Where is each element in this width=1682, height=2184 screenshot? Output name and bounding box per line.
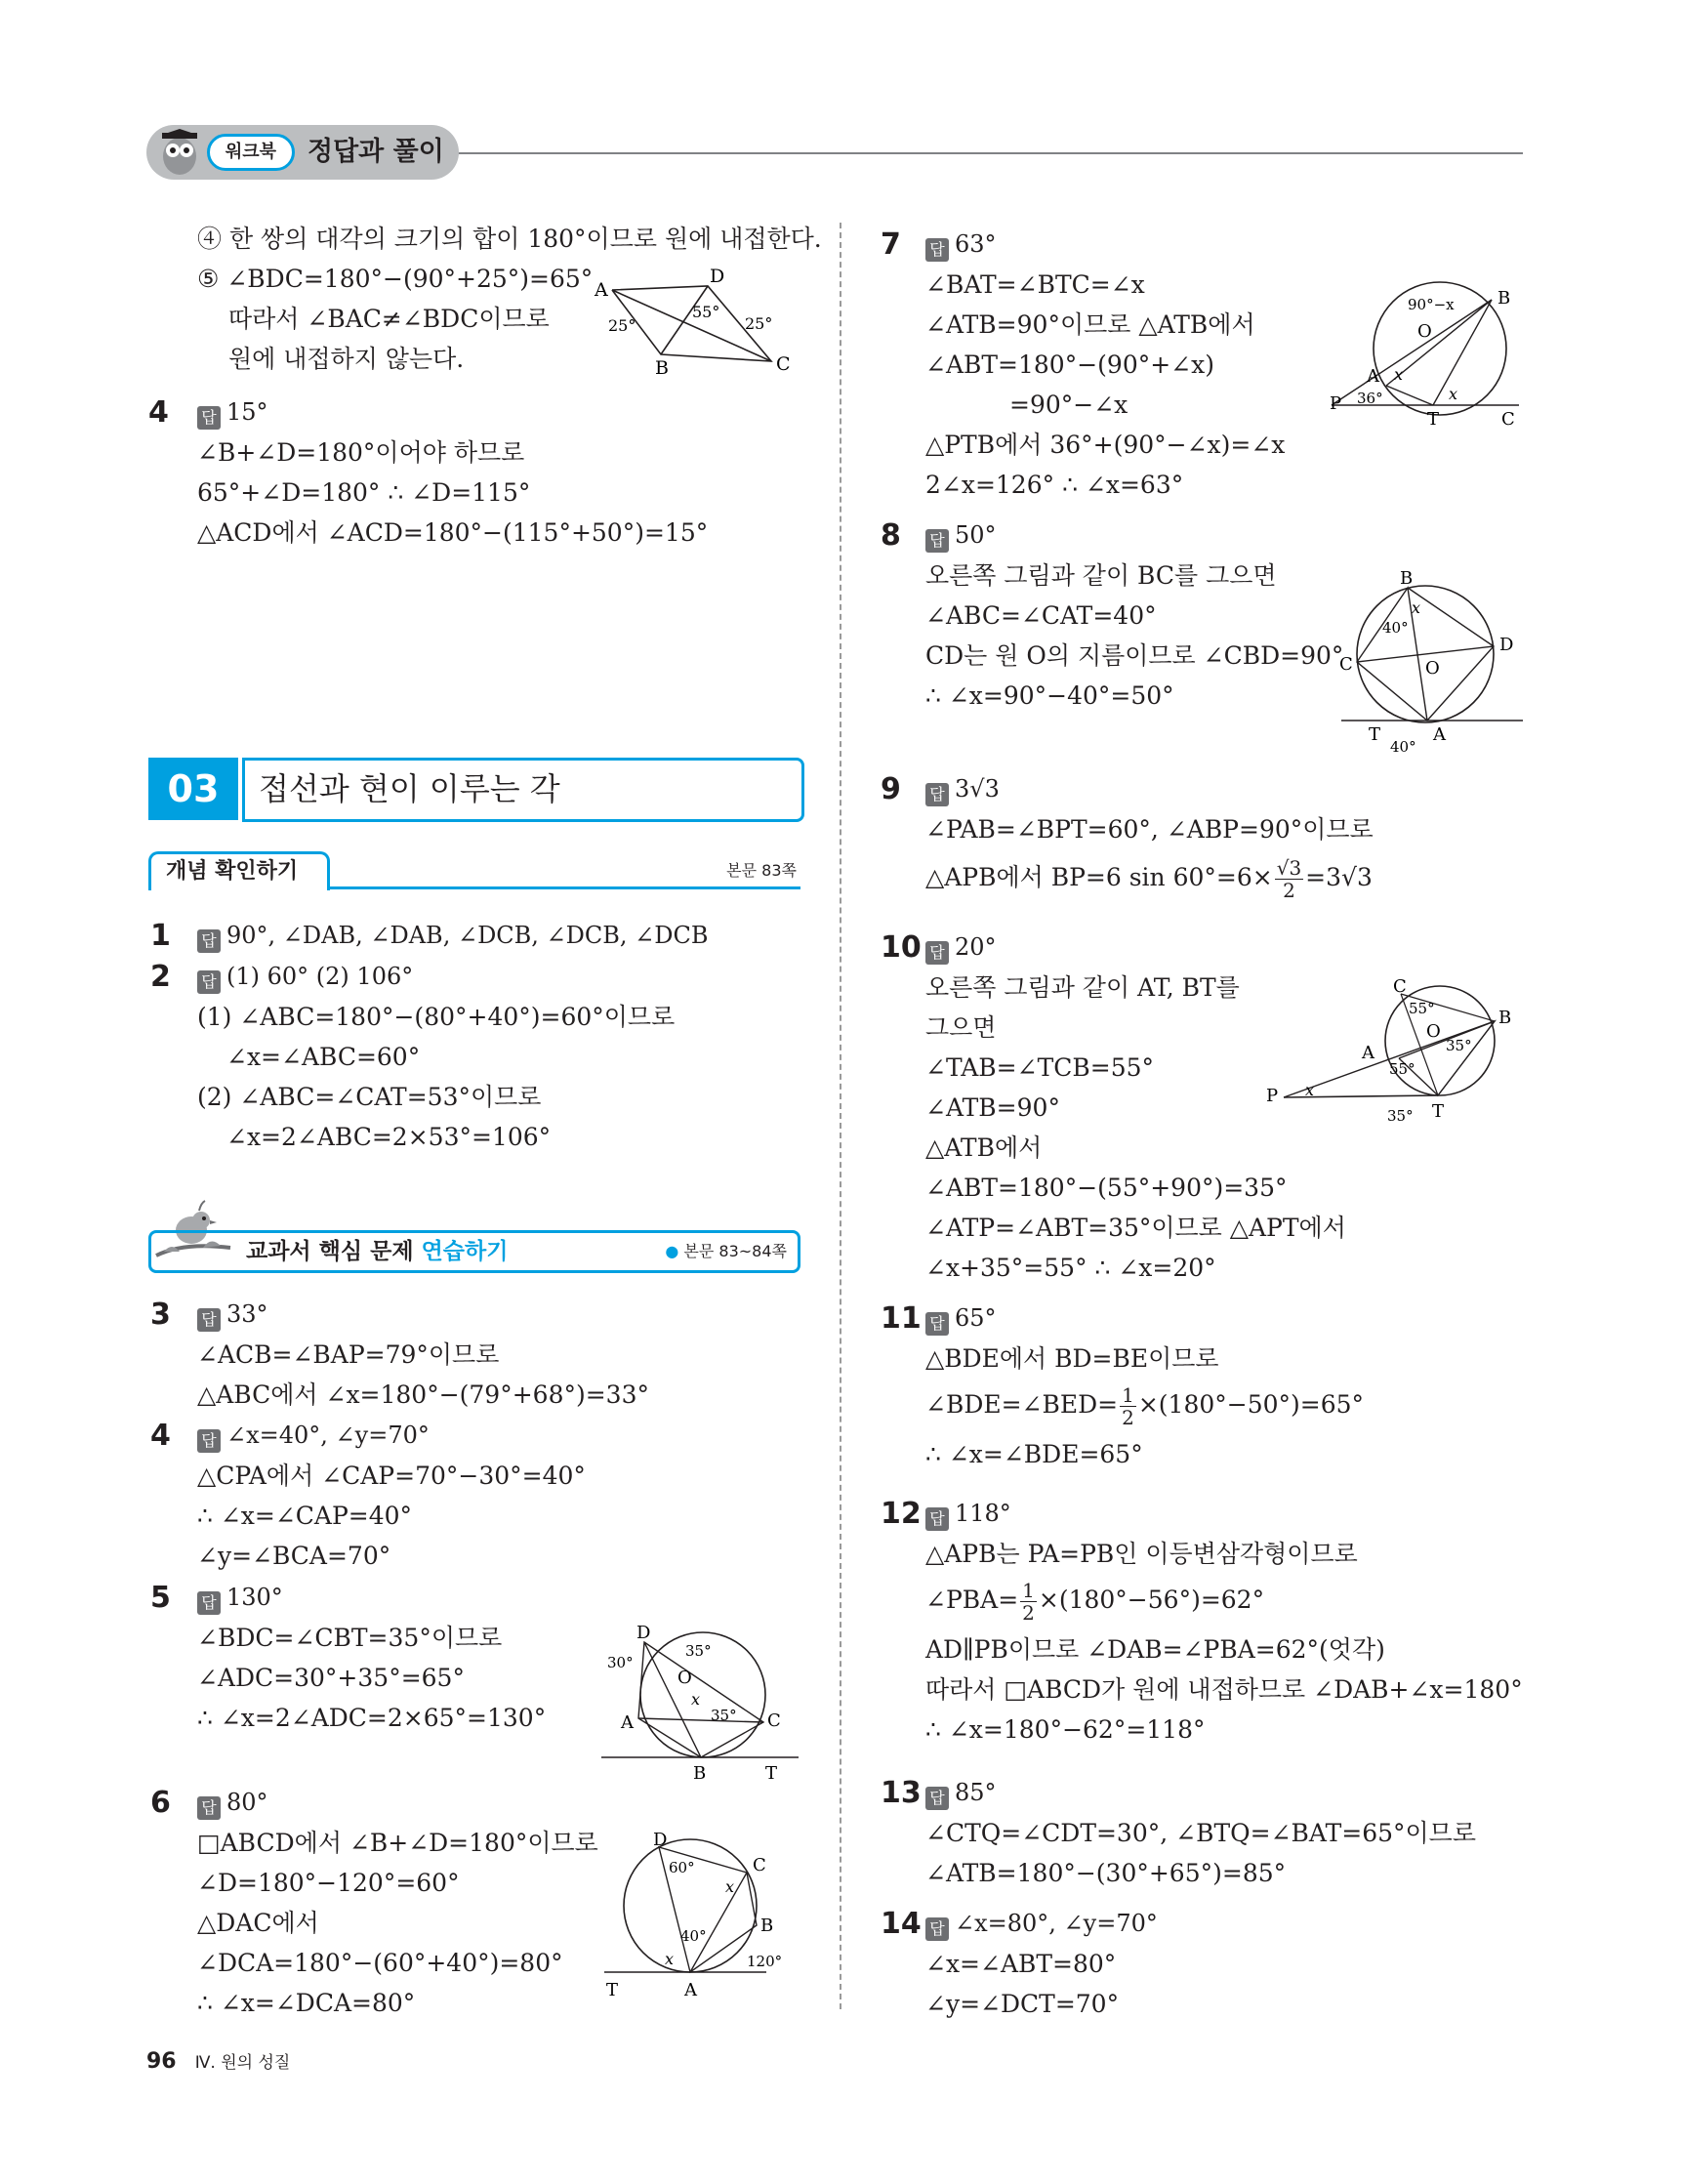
- figure-q7: [1328, 278, 1523, 434]
- question-block: [925, 1494, 1523, 1750]
- question-number: 7: [881, 227, 901, 262]
- owl-icon: [154, 127, 205, 178]
- answer-value: 85°: [955, 1779, 997, 1806]
- answer-value: 130°: [226, 1584, 283, 1611]
- question-block: [197, 1578, 546, 1738]
- question-number: 6: [150, 1786, 171, 1820]
- practice-label-a: 교과서: [246, 1239, 319, 1264]
- question-number: 13: [881, 1776, 922, 1810]
- text-line: ∴ ∠x=∠CAP=40°: [197, 1502, 413, 1530]
- text-line: 65°+∠D=180° ∴ ∠D=115°: [197, 478, 531, 507]
- fig-label: A: [1367, 366, 1379, 387]
- fig-label: O: [677, 1668, 692, 1688]
- answer-mark: 답: [197, 929, 221, 953]
- fig-label: 55°: [1389, 1060, 1415, 1078]
- fig-label: B: [760, 1916, 774, 1936]
- question-number: 9: [881, 772, 901, 806]
- text-line: 따라서 □ABCD가 원에 내접하므로 ∠DAB+∠x=180°: [925, 1675, 1523, 1704]
- question-block: [197, 1783, 598, 2023]
- figure-q5: [597, 1621, 802, 1782]
- fig-label: D: [636, 1623, 651, 1643]
- answer-value: ∠x=80°, ∠y=70°: [955, 1910, 1158, 1937]
- fig-label: 40°: [1390, 738, 1416, 754]
- fig-label: 60°: [669, 1859, 695, 1876]
- fig-label: 90°−x: [1408, 296, 1455, 313]
- text-segment: =3√3: [1305, 863, 1373, 891]
- header-title: 정답과 풀이: [308, 137, 444, 167]
- question-block: [925, 1773, 1476, 1893]
- answer-line: [925, 515, 1343, 556]
- answer-value: 80°: [226, 1789, 268, 1816]
- fraction: [1275, 857, 1303, 901]
- fig-label: A: [684, 1980, 697, 2000]
- fig-label: x: [1449, 385, 1458, 403]
- fig-label: 36°: [1357, 390, 1383, 407]
- text-line: △ABC에서 ∠x=180°−(79°+68°)=33°: [197, 1380, 649, 1409]
- question-number: 11: [881, 1301, 922, 1336]
- fraction-numerator: 1: [1022, 1579, 1035, 1602]
- concept-label: 개념 확인하기: [166, 859, 299, 884]
- text-line: ∠y=∠BCA=70°: [197, 1542, 391, 1570]
- chapter-title: Ⅳ. 원의 성질: [194, 2053, 291, 2073]
- concept-rule: [330, 886, 800, 889]
- practice-ref: [665, 1238, 787, 1265]
- fig-label: T: [1427, 409, 1440, 430]
- text-line: ∠PAB=∠BPT=60°, ∠ABP=90°이므로: [925, 815, 1374, 844]
- text-line: ∠ABT=180°−(90°+∠x): [925, 350, 1214, 379]
- fig-label: C: [776, 353, 791, 375]
- footer: [146, 2048, 290, 2074]
- text-segment: ∠PBA=: [925, 1586, 1019, 1614]
- text-line: ∴ ∠x=2∠ADC=2×65°=130°: [197, 1704, 547, 1732]
- text-line: ∴ ∠x=90°−40°=50°: [925, 681, 1174, 710]
- answer-mark: 답: [925, 238, 949, 262]
- section-title-box: [242, 758, 804, 822]
- answer-value: 65°: [955, 1304, 997, 1332]
- fig-label: A: [1433, 724, 1446, 745]
- fig-label: A: [595, 279, 608, 301]
- question-block: [197, 957, 675, 1157]
- text-line: ∠ACB=∠BAP=79°이므로: [197, 1340, 500, 1369]
- fraction: [1120, 1384, 1136, 1428]
- fig-label: 120°: [747, 1953, 783, 1970]
- text-line: ∠x+35°=55° ∴ ∠x=20°: [925, 1254, 1216, 1282]
- question-number: 2: [150, 960, 171, 994]
- text-line: ∠ATB=180°−(30°+65°)=85°: [925, 1859, 1287, 1887]
- question-number: 4: [148, 395, 169, 430]
- answer-value: 90°, ∠DAB, ∠DAB, ∠DCB, ∠DCB, ∠DCB: [226, 922, 709, 949]
- question-block: [925, 515, 1343, 716]
- text-segment: △APB에서 BP=6 sin 60°=6×: [925, 863, 1273, 891]
- fraction-numerator: 1: [1122, 1383, 1134, 1407]
- answer-mark: 답: [197, 1591, 221, 1615]
- fig-label: 40°: [680, 1927, 707, 1945]
- question-number: 1: [150, 919, 171, 953]
- fig-label: P: [1266, 1086, 1279, 1106]
- fig-label: C: [753, 1855, 766, 1875]
- question-block: [925, 1298, 1364, 1474]
- fraction-numerator: √3: [1276, 856, 1302, 880]
- figure-q10: [1264, 974, 1523, 1131]
- answer-mark: 답: [925, 1917, 949, 1941]
- fig-label: C: [767, 1710, 781, 1731]
- section-number: 03: [148, 758, 238, 820]
- fig-label: x: [1412, 598, 1421, 617]
- answer-line: [925, 927, 1346, 968]
- fig-label: T: [765, 1763, 778, 1782]
- header: [146, 125, 1523, 180]
- fig-label: x: [1394, 365, 1404, 384]
- answer-mark: 답: [925, 1787, 949, 1810]
- text-line: ④ 한 쌍의 대각의 크기의 합이 180°이므로 원에 내접한다.: [197, 225, 822, 253]
- answer-line: [197, 1578, 546, 1618]
- answer-mark: 답: [925, 783, 949, 806]
- answer-line: [197, 1295, 649, 1335]
- question-number: 14: [881, 1907, 922, 1941]
- text-line: □ABCD에서 ∠B+∠D=180°이므로: [197, 1829, 598, 1857]
- text-line: 2∠x=126° ∴ ∠x=63°: [925, 471, 1184, 499]
- text-line: 그으면: [925, 1013, 997, 1042]
- text-line: AD∥PB이므로 ∠DAB=∠PBA=62°(엇각): [925, 1635, 1385, 1664]
- text-line: ∠ATB=90°이므로 △ATB에서: [925, 310, 1255, 339]
- fig-label: B: [655, 357, 669, 376]
- text-line: ∴ ∠x=∠DCA=80°: [197, 1989, 416, 2017]
- fig-label: 35°: [1446, 1037, 1472, 1054]
- answer-value: (1) 60° (2) 106°: [226, 963, 414, 990]
- figure-q6: [600, 1828, 796, 2003]
- text-line: CD는 원 O의 지름이므로 ∠CBD=90°: [925, 641, 1344, 670]
- answer-value: 15°: [226, 398, 268, 426]
- header-badge: [207, 134, 295, 171]
- answer-mark: 답: [197, 1429, 221, 1453]
- fig-label: P: [1330, 393, 1342, 414]
- text-line: ∠x=∠ABT=80°: [925, 1950, 1117, 1978]
- answer-value: 118°: [955, 1500, 1011, 1527]
- practice-ref-text: 본문 83~84쪽: [683, 1242, 787, 1260]
- text-line: ∠D=180°−120°=60°: [197, 1869, 460, 1897]
- column-divider: [840, 223, 841, 2009]
- text-line: ∴ ∠x=180°−62°=118°: [925, 1715, 1206, 1744]
- text-line: △APB는 PA=PB인 이등변삼각형이므로: [925, 1540, 1358, 1568]
- fig-label: B: [1498, 1008, 1512, 1028]
- fig-label: 35°: [1387, 1107, 1414, 1125]
- question-number: 3: [150, 1298, 171, 1332]
- text-line: ∠CTQ=∠CDT=30°, ∠BTQ=∠BAT=65°이므로: [925, 1819, 1476, 1847]
- fig-label: D: [710, 268, 725, 287]
- fig-label: B: [1400, 568, 1414, 589]
- answer-value: 63°: [955, 230, 997, 258]
- answer-line: [197, 392, 708, 433]
- answer-line: [197, 1783, 598, 1823]
- answer-value: 3√3: [955, 775, 1000, 803]
- text-line: ∠y=∠DCT=70°: [925, 1990, 1120, 2018]
- section-heading: [148, 758, 800, 820]
- answer-mark: 답: [197, 970, 221, 994]
- question-number: 12: [881, 1497, 922, 1531]
- text-line: ∠ADC=30°+35°=65°: [197, 1664, 465, 1692]
- text-line: ∠BDC=∠CBT=35°이므로: [197, 1624, 503, 1652]
- answer-mark: 답: [925, 1507, 949, 1531]
- text-line: ∠x=2∠ABC=2×53°=106°: [226, 1123, 552, 1151]
- question-block: [925, 769, 1374, 901]
- fig-label: 55°: [692, 303, 720, 321]
- answer-mark: 답: [925, 1312, 949, 1336]
- fig-label: D: [1499, 635, 1514, 655]
- fig-label: 55°: [1409, 1000, 1435, 1017]
- text-line: =90°−∠x: [1009, 391, 1128, 419]
- text-line: 원에 내접하지 않는다.: [228, 345, 465, 373]
- text-segment: ×(180°−50°)=65°: [1137, 1390, 1365, 1419]
- text-segment: ×(180°−56°)=62°: [1038, 1586, 1265, 1614]
- fig-label: O: [1426, 1021, 1441, 1042]
- text-line: △ACD에서 ∠ACD=180°−(115°+50°)=15°: [197, 518, 709, 547]
- fraction-denominator: 2: [1122, 1406, 1134, 1429]
- answer-value: 20°: [955, 933, 997, 961]
- answer-line: [925, 1904, 1158, 1944]
- question-number: 4: [150, 1419, 171, 1453]
- figure-quadrilateral: [591, 268, 796, 376]
- answer-line: [925, 1298, 1364, 1339]
- text-line: ∠ABT=180°−(55°+90°)=35°: [925, 1174, 1288, 1202]
- practice-label-b: 핵심 문제: [318, 1239, 422, 1264]
- answer-mark: 답: [197, 406, 221, 430]
- fig-label: C: [1501, 409, 1515, 430]
- practice-bar: [148, 1220, 800, 1273]
- text-line: △DAC에서: [197, 1909, 319, 1937]
- answer-line: [925, 225, 1285, 265]
- text-line: (1) ∠ABC=180°−(80°+40°)=60°이므로: [197, 1003, 676, 1031]
- page-number: 96: [146, 2049, 177, 2074]
- answer-line: [925, 1773, 1476, 1813]
- fraction-denominator: 2: [1022, 1601, 1035, 1625]
- text-line: ∴ ∠x=∠BDE=65°: [925, 1440, 1143, 1468]
- text-line: [925, 857, 1374, 901]
- answer-line: [925, 1494, 1523, 1534]
- text-line: 오른쪽 그림과 같이 AT, BT를: [925, 973, 1240, 1002]
- practice-label: [246, 1232, 508, 1271]
- text-segment: ∠BDE=∠BED=: [925, 1390, 1119, 1419]
- text-line: ∠B+∠D=180°이어야 하므로: [197, 438, 525, 467]
- text-line: 따라서 ∠BAC≠∠BDC이므로: [228, 305, 550, 333]
- answer-line: [197, 916, 709, 956]
- fig-label: O: [1417, 321, 1432, 342]
- text-line: (2) ∠ABC=∠CAT=53°이므로: [197, 1083, 542, 1111]
- answer-mark: 답: [197, 1308, 221, 1332]
- practice-label-c: 연습하기: [421, 1239, 509, 1264]
- fig-label: B: [693, 1763, 707, 1782]
- fig-label: x: [665, 1950, 675, 1968]
- fig-label: T: [606, 1980, 619, 2000]
- text-line: ∠ATP=∠ABT=35°이므로 △APT에서: [925, 1214, 1346, 1242]
- answer-line: [925, 769, 1374, 809]
- header-rule: [439, 152, 1523, 154]
- text-line: [925, 1384, 1364, 1428]
- answer-line: [197, 1416, 586, 1456]
- figure-q8: [1337, 568, 1528, 754]
- text-line: ∠x=∠ABC=60°: [226, 1043, 421, 1071]
- answer-value: 50°: [955, 521, 997, 549]
- fig-label: 40°: [1382, 619, 1409, 637]
- concept-bar: [148, 851, 800, 892]
- question-block: [925, 225, 1285, 505]
- question-number: 8: [881, 518, 901, 553]
- text-line: △ATB에서: [925, 1133, 1043, 1162]
- fig-label: O: [1425, 658, 1440, 679]
- question-number: 5: [150, 1581, 171, 1615]
- bullet-icon: ●: [665, 1242, 684, 1260]
- fig-label: C: [1393, 976, 1407, 997]
- fig-label: 35°: [685, 1642, 712, 1660]
- text-line: ∠ATB=90°: [925, 1093, 1060, 1122]
- fig-label: 35°: [711, 1707, 737, 1724]
- fig-label: 30°: [607, 1654, 634, 1671]
- text-line: 오른쪽 그림과 같이 BC를 그으면: [925, 561, 1277, 590]
- fig-label: x: [1305, 1081, 1315, 1099]
- fig-label: A: [1362, 1043, 1374, 1063]
- text-line: ∠BAT=∠BTC=∠x: [925, 270, 1145, 299]
- fig-label: 25°: [745, 314, 773, 333]
- text-line: ⑤ ∠BDC=180°−(90°+25°)=65°: [197, 265, 594, 293]
- fraction: [1020, 1580, 1037, 1624]
- text-line: △PTB에서 36°+(90°−∠x)=∠x: [925, 431, 1286, 459]
- fig-label: D: [653, 1830, 668, 1850]
- question-number: 10: [881, 930, 922, 965]
- fraction-denominator: 2: [1283, 879, 1295, 902]
- text-line: [925, 1580, 1523, 1624]
- fig-label: x: [725, 1877, 735, 1896]
- fig-label: 25°: [608, 316, 636, 335]
- fig-label: A: [621, 1712, 634, 1733]
- section-title: 접선과 현이 이루는 각: [259, 770, 560, 807]
- answer-line: [197, 957, 675, 997]
- answer-value: ∠x=40°, ∠y=70°: [226, 1422, 430, 1449]
- question-block: [197, 1295, 649, 1415]
- fig-label: T: [1369, 724, 1381, 745]
- text-line: △CPA에서 ∠CAP=70°−30°=40°: [197, 1462, 586, 1490]
- text-line: △BDE에서 BD=BE이므로: [925, 1344, 1219, 1373]
- concept-ref: 본문 83쪽: [726, 861, 797, 880]
- question-block: [197, 392, 708, 553]
- question-block: [925, 1904, 1158, 2024]
- answer-mark: 답: [197, 1796, 221, 1820]
- fig-label: x: [691, 1690, 701, 1709]
- answer-mark: 답: [925, 941, 949, 965]
- text-line: ∠TAB=∠TCB=55°: [925, 1053, 1155, 1082]
- header-badge-text: 워크북: [225, 142, 277, 162]
- fig-label: T: [1432, 1101, 1445, 1122]
- text-line: ∠ABC=∠CAT=40°: [925, 601, 1157, 630]
- answer-mark: 답: [925, 529, 949, 553]
- fig-label: B: [1497, 288, 1511, 309]
- fig-label: C: [1339, 654, 1353, 675]
- answer-value: 33°: [226, 1300, 268, 1328]
- text-line: ∠DCA=180°−(60°+40°)=80°: [197, 1949, 563, 1977]
- question-block: [197, 1416, 586, 1576]
